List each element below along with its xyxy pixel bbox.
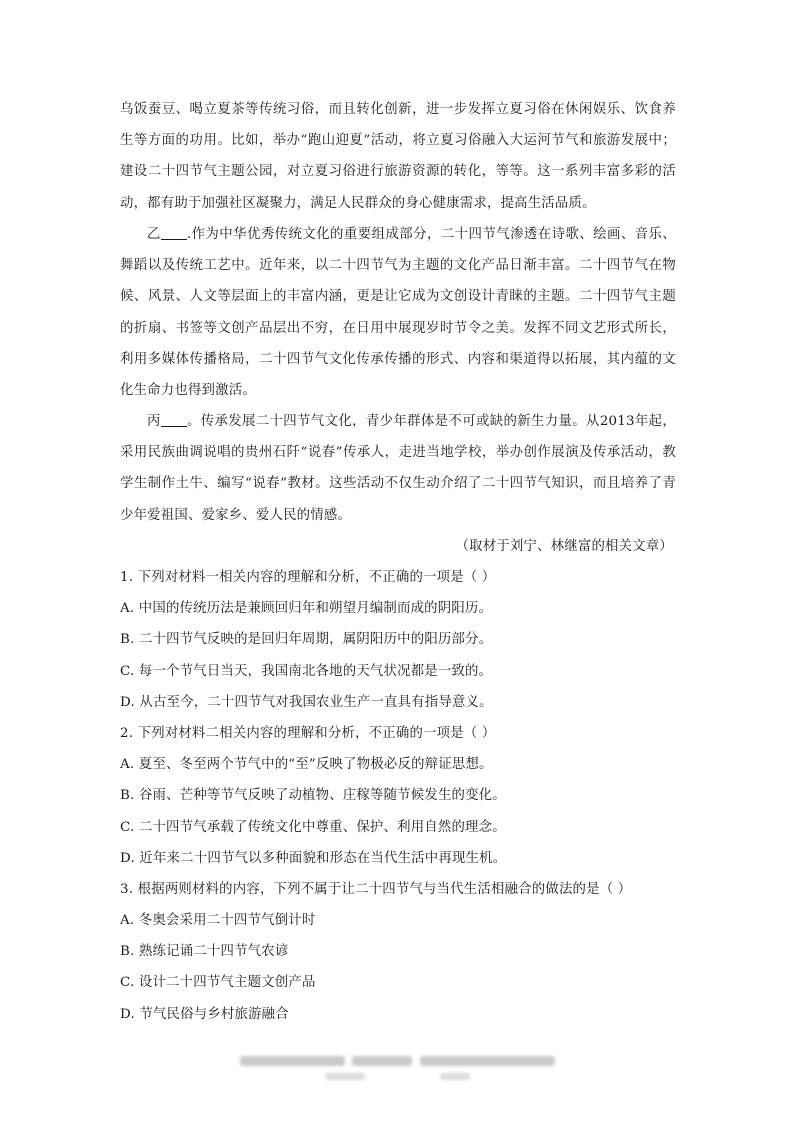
question-1 (120, 562, 680, 718)
passage-paragraph-continuation (120, 94, 676, 219)
paragraph-text: .作为中华优秀传统文化的重要组成部分，二十四节气渗透在诗歌、绘画、音乐、舞蹈以及传统工艺中。近年来，以二十四节气为主题的文化产品日渐丰富。二十四节气在物候、风景、人文等层面上的丰富内涵，更是让它成为文创设计青睐的主题。二十四节气主题的折扇、书签等文创产品层出不穷，在日用中展现岁时节令之美。发挥不同文艺形式所长，利用多媒体传播格局，二十四节气文化传承传播的形式、内容和渠道得以拓展，其内蕴的文化生命力也得到激活。 (120, 227, 676, 399)
paragraph-marker-yi: 乙 (147, 227, 161, 242)
question-list (120, 562, 680, 1030)
question-stem: 1. 下列对材料一相关内容的理解和分析，不正确的一项是（ ） (120, 570, 496, 585)
passage-paragraph-bing (120, 406, 676, 531)
question-2 (120, 718, 680, 874)
fill-in-blank-bing (161, 412, 187, 427)
option-c: C. 二十四节气承载了传统文化中尊重、保护、利用自然的理念。 (120, 819, 506, 835)
option-d: D. 节气民俗与乡村旅游融合 (120, 1006, 289, 1022)
fill-in-blank-yi (161, 225, 187, 240)
blurred-watermark (240, 1056, 555, 1084)
question-3 (120, 874, 680, 1030)
option-d: D. 近年来二十四节气以多种面貌和形态在当代生活中再现生机。 (120, 850, 507, 866)
option-d: D. 从古至今，二十四节气对我国农业生产一直具有指导意义。 (120, 694, 493, 710)
option-c: C. 每一个节气日当天，我国南北各地的天气状况都是一致的。 (120, 663, 493, 679)
option-b: B. 谷雨、芒种等节气反映了动植物、庄稼等随节候发生的变化。 (120, 788, 506, 804)
paragraph-text: 。传承发展二十四节气文化，青少年群体是不可或缺的新生力量。从2013年起，采用民族曲调说唱的贵州石阡“说春”传承人，走进当地学校，举办创作展演及传承活动，教学生制作土牛、编写“说春”教材。这些活动不仅生动介绍了二十四节气知识，而且培养了青少年爱祖国、爱家乡、爱人民的情感。 (120, 414, 676, 523)
passage-paragraph-yi (120, 219, 676, 406)
option-a: A. 中国的传统历法是兼顾回归年和朔望月编制而成的阴阳历。 (120, 601, 493, 617)
paragraph-marker-bing: 丙 (147, 414, 161, 429)
option-b: B. 二十四节气反映的是回归年周期，属阴阳历中的阳历部分。 (120, 632, 493, 648)
option-a: A. 夏至、冬至两个节气中的“至”反映了物极必反的辩证思想。 (120, 757, 493, 773)
question-stem: 3. 根据两则材料的内容，下列不属于让二十四节气与当代生活相融合的做法的是（ ） (120, 881, 632, 897)
option-b: B. 熟练记诵二十四节气农谚 (120, 944, 289, 960)
source-citation: （取材于刘宁、林继富的相关文章） (455, 539, 673, 554)
option-c: C. 设计二十四节气主题文创产品 (120, 975, 316, 991)
question-stem: 2. 下列对材料二相关内容的理解和分析，不正确的一项是（ ） (120, 725, 496, 741)
paragraph-text: 乌饭蚕豆、喝立夏茶等传统习俗，而且转化创新，进一步发挥立夏习俗在休闲娱乐、饮食养生等方面的功用。比如，举办“跑山迎夏”活动，将立夏习俗融入大运河节气和旅游发展中；建设二十四节气主题公园，对立夏习俗进行旅游资源的转化，等等。这一系列丰富多彩的活动，都有助于加强社区凝聚力，满足人民群众的身心健康需求，提高生活品质。 (120, 102, 676, 211)
option-a: A. 冬奥会采用二十四节气倒计时 (120, 913, 316, 929)
